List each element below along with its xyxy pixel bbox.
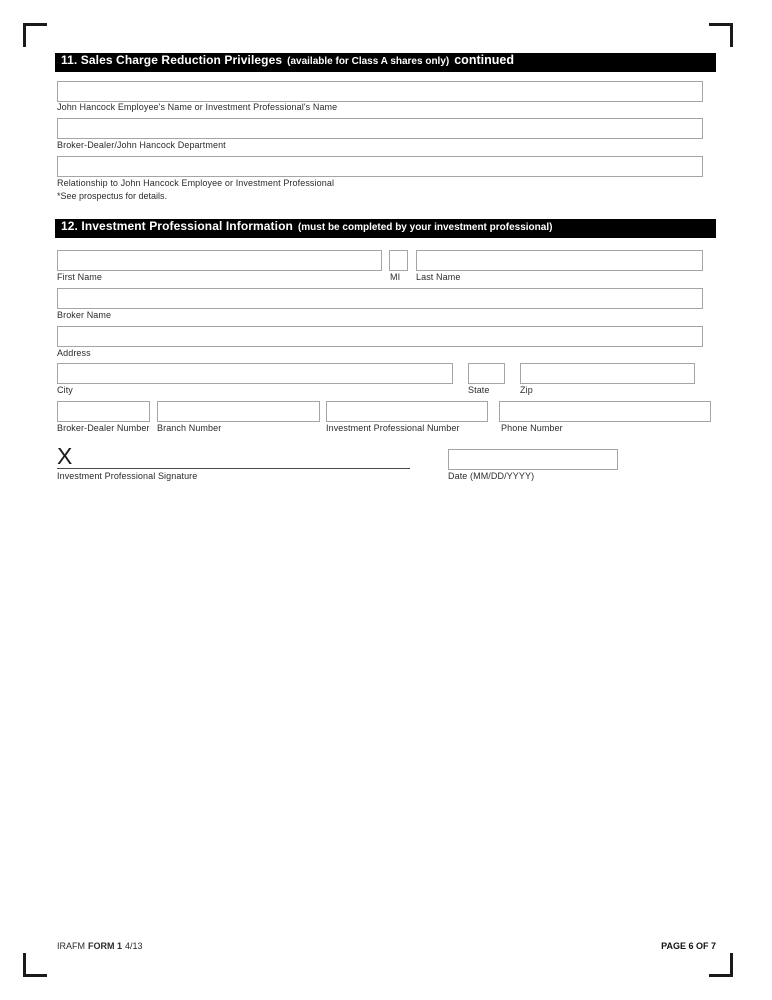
first-name-input[interactable] xyxy=(57,250,382,271)
branch-number-input[interactable] xyxy=(157,401,320,422)
broker-name-input[interactable] xyxy=(57,288,703,309)
last-name-input[interactable] xyxy=(416,250,703,271)
section-12-header xyxy=(55,219,716,238)
broker-dealer-number-label: Broker-Dealer Number xyxy=(57,423,150,433)
footer-form-name: FORM 1 xyxy=(88,941,123,951)
jh-employee-name-label: John Hancock Employee's Name or Investment Professional's Name xyxy=(57,102,338,112)
crop-mark-bottom-right xyxy=(709,953,733,977)
address-label: Address xyxy=(57,348,91,358)
zip-input[interactable] xyxy=(520,363,695,384)
relationship-input[interactable] xyxy=(57,156,703,177)
prospectus-footnote: *See prospectus for details. xyxy=(57,191,168,201)
section-11-title: 11. Sales Charge Reduction Privileges xyxy=(61,53,283,67)
section-11-continued: continued xyxy=(454,53,514,67)
branch-number-label: Branch Number xyxy=(157,423,222,433)
broker-name-label: Broker Name xyxy=(57,310,112,320)
footer-page-number: PAGE 6 OF 7 xyxy=(661,941,716,951)
section-12-title: 12. Investment Professional Information xyxy=(61,219,293,233)
state-label: State xyxy=(468,385,490,395)
crop-mark-top-left xyxy=(23,23,47,47)
broker-dealer-number-input[interactable] xyxy=(57,401,150,422)
footer-form-code: IRAFM xyxy=(57,941,85,951)
phone-number-label: Phone Number xyxy=(501,423,563,433)
signature-x-mark: X xyxy=(57,443,73,469)
section-11-qualifier: (available for Class A shares only) xyxy=(287,56,450,67)
section-11-header xyxy=(55,53,716,72)
last-name-label: Last Name xyxy=(416,272,461,282)
mi-input[interactable] xyxy=(389,250,408,271)
zip-label: Zip xyxy=(520,385,533,395)
address-input[interactable] xyxy=(57,326,703,347)
state-input[interactable] xyxy=(468,363,505,384)
crop-mark-bottom-left xyxy=(23,953,47,977)
broker-dealer-department-label: Broker-Dealer/John Hancock Department xyxy=(57,140,226,150)
relationship-label: Relationship to John Hancock Employee or Investment Professional xyxy=(57,178,335,188)
section-12-qualifier: (must be completed by your investment professional) xyxy=(297,222,553,233)
investment-professional-number-input[interactable] xyxy=(326,401,488,422)
first-name-label: First Name xyxy=(57,272,103,282)
footer-form-id xyxy=(57,941,143,951)
broker-dealer-department-input[interactable] xyxy=(57,118,703,139)
mi-label: MI xyxy=(390,272,401,282)
jh-employee-name-input[interactable] xyxy=(57,81,703,102)
city-label: City xyxy=(57,385,73,395)
investment-professional-number-label: Investment Professional Number xyxy=(326,423,460,433)
investment-professional-signature-label: Investment Professional Signature xyxy=(57,471,198,481)
date-input[interactable] xyxy=(448,449,618,470)
footer-revision: 4/13 xyxy=(125,941,143,951)
phone-number-input[interactable] xyxy=(499,401,711,422)
signature-line[interactable] xyxy=(57,448,410,469)
city-input[interactable] xyxy=(57,363,453,384)
date-label: Date (MM/DD/YYYY) xyxy=(448,471,535,481)
crop-mark-top-right xyxy=(709,23,733,47)
